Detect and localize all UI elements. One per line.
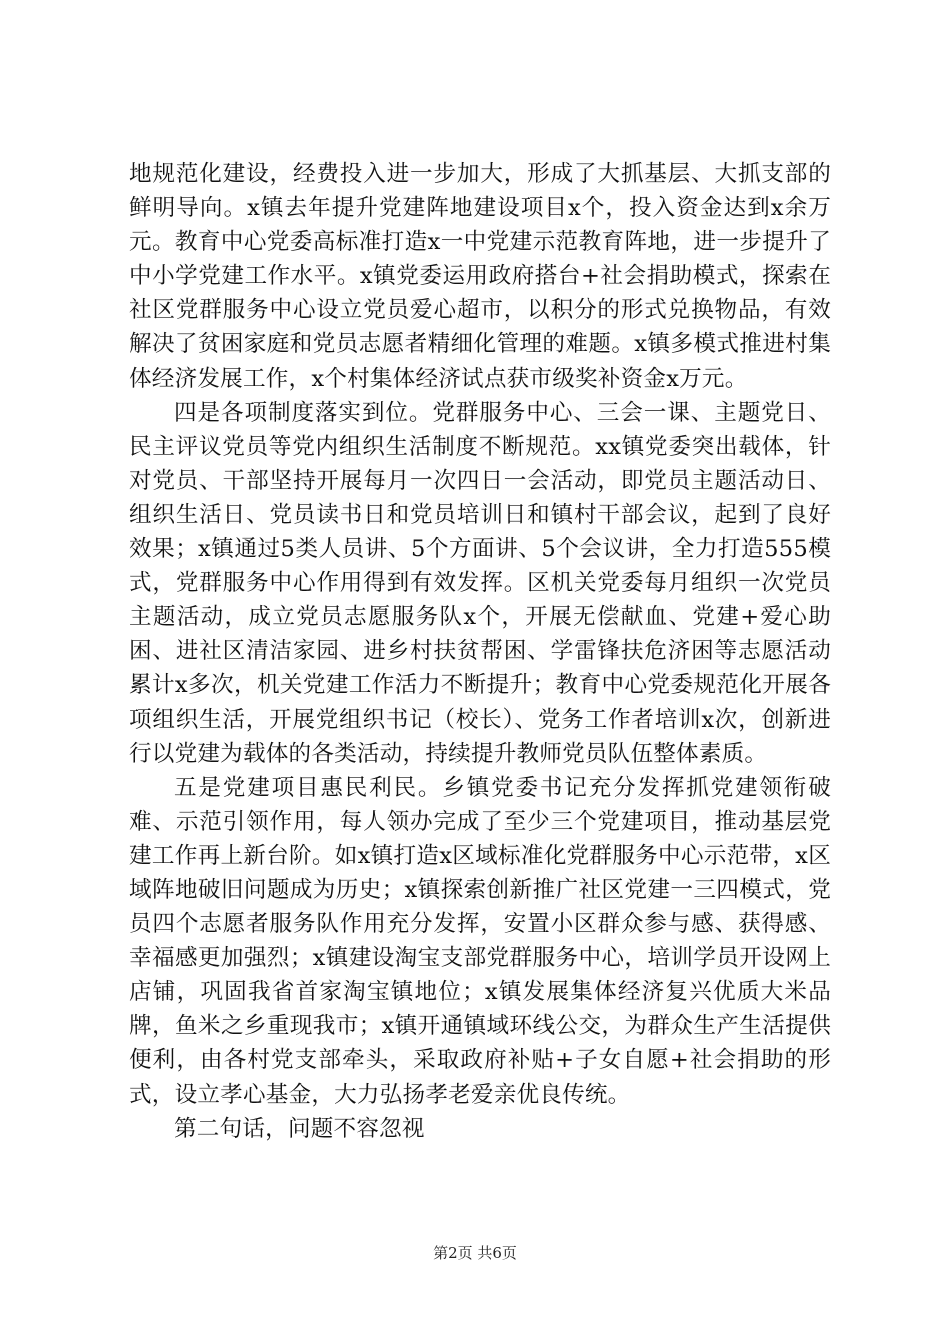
section-heading-second-point: 第二句话，问题不容忽视	[174, 1115, 425, 1142]
paragraph-continuation: 地规范化建设，经费投入进一步加大，形成了大抓基层、大抓支部的鲜明导向。x镇去年提升党建阵地建设项目x个，投入资金达到x余万元。教育中心党委高标准打造x一中党建示范教育阵地，进一步提升了中小学党建工作水平。x镇党委运用政府搭台+社会捐助模式，探索在社区党群服务中心设立党员爱心超市，以积分的形式兑换物品，有效解决了贫困家庭和党员志愿者精细化管理的难题。x镇多模式推进村集体经济发展工作，x个村集体经济试点获市级奖补资金x万元。	[129, 161, 831, 392]
paragraph-party-projects: 五是党建项目惠民利民。乡镇党委书记充分发挥抓党建领衔破难、示范引领作用，每人领办完成了至少三个党建项目，推动基层党建工作再上新台阶。如x镇打造x区域标准化党群服务中心示范带，x区域阵地破旧问题成为历史；x镇探索创新推广社区党建一三四模式，党员四个志愿者服务队作用充分发挥，安置小区群众参与感、获得感、幸福感更加强烈；x镇建设淘宝支部党群服务中心，培训学员开设网上店铺，巩固我省首家淘宝镇地位；x镇发展集体经济复兴优质大米品牌，鱼米之乡重现我市；x镇开通镇域环线公交，为群众生产生活提供便利，由各村党支部牵头，采取政府补贴+子女自愿+社会捐助的形式，设立孝心基金，大力弘扬孝老爱亲优良传统。	[129, 774, 831, 1108]
document-body	[129, 157, 831, 1146]
page-footer: 第2页 共6页	[433, 1244, 517, 1262]
paragraph-institutional-implementation: 四是各项制度落实到位。党群服务中心、三会一课、主题党日、民主评议党员等党内组织生活制度不断规范。xx镇党委突出载体，针对党员、干部坚持开展每月一次四日一会活动，即党员主题活动日、组织生活日、党员读书日和党员培训日和镇村干部会议，起到了良好效果；x镇通过5类人员讲、5个方面讲、5个会议讲，全力打造555模式，党群服务中心作用得到有效发挥。区机关党委每月组织一次党员主题活动，成立党员志愿服务队x个，开展无偿献血、党建+爱心助困、进社区清洁家园、进乡村扶贫帮困、学雷锋扶危济困等志愿活动累计x多次，机关党建工作活力不断提升；教育中心党委规范化开展各项组织生活，开展党组织书记（校长）、党务工作者培训x次，创新进行以党建为载体的各类活动，持续提升教师党员队伍整体素质。	[129, 399, 831, 767]
